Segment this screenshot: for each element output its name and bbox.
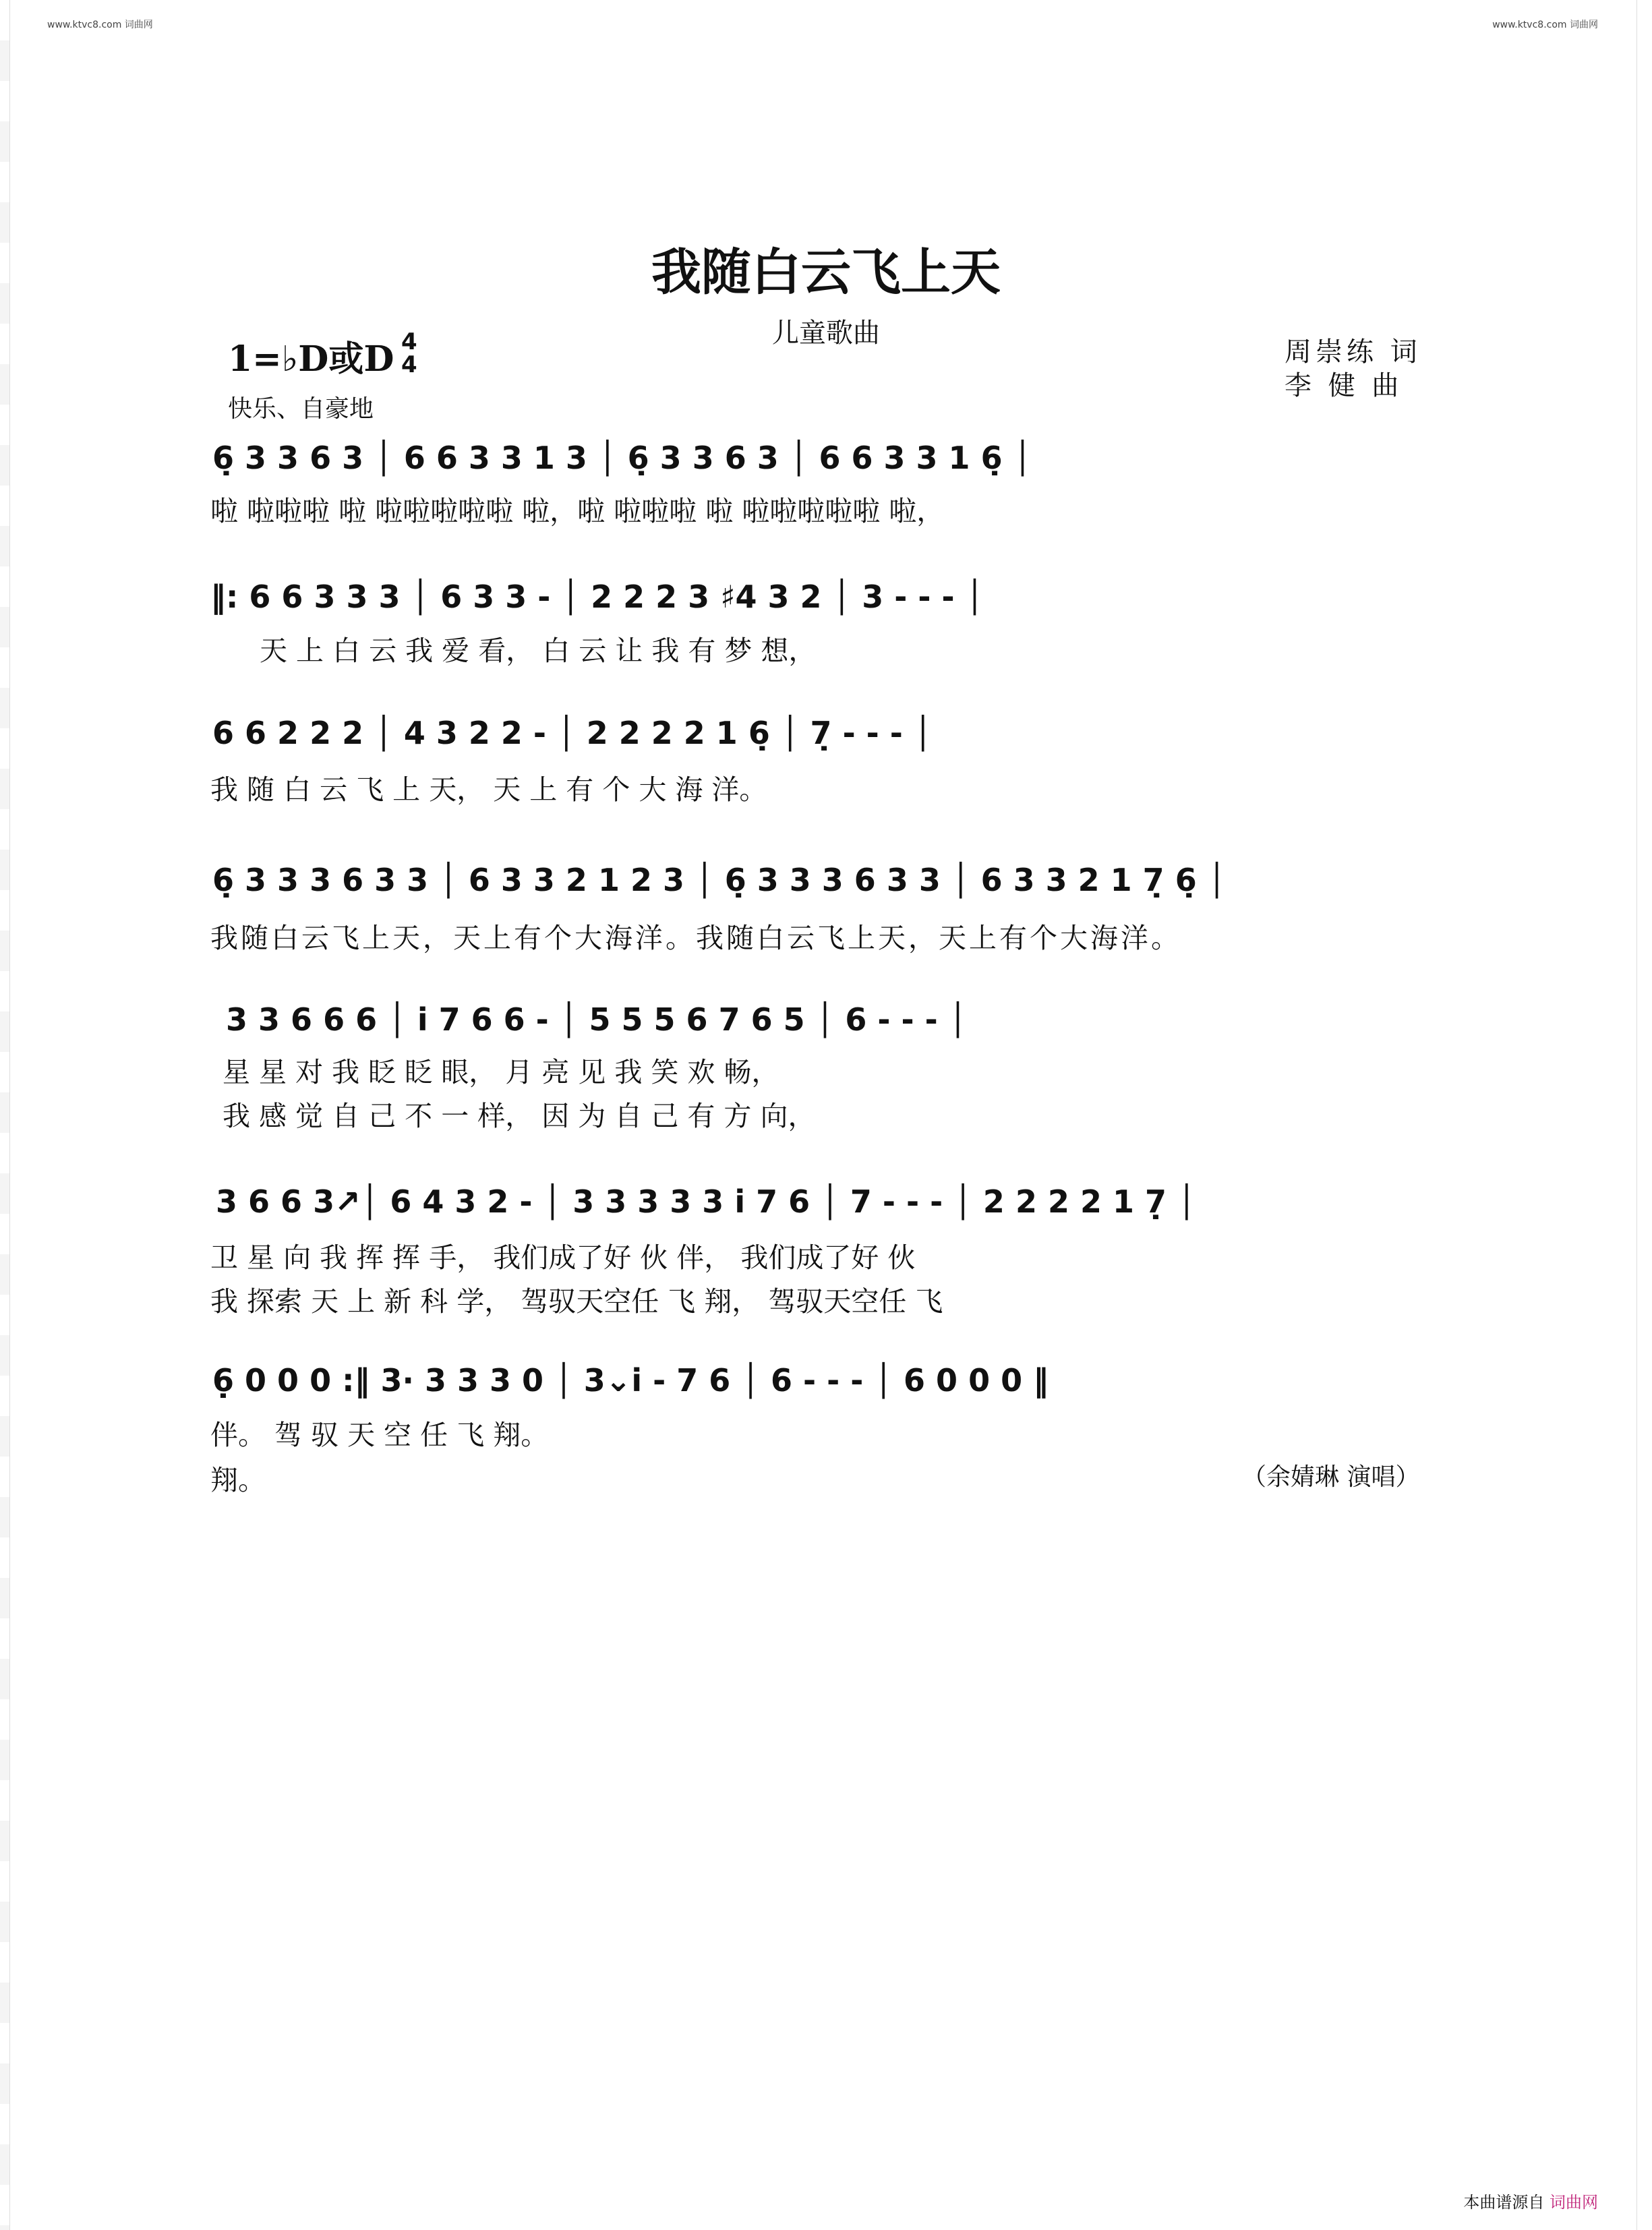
lyricist-credit: 周崇练 词 bbox=[1285, 336, 1421, 368]
lyric-line-verse-2: 我 探索 天 上 新 科 学， 驾驭天空任 飞 翔， 驾驭天空任 飞 bbox=[210, 1285, 943, 1318]
notation-line: 6̣ 3 3 6 3 │ 6 6 3 3 1 3 │ 6̣ 3 3 6 3 │ 6 6 3 3 1 6̣ │ bbox=[212, 440, 1032, 476]
lyric-line: 啦 啦啦啦 啦 啦啦啦啦啦 啦，啦 啦啦啦 啦 啦啦啦啦啦 啦， bbox=[210, 495, 945, 527]
lyric-line-verse-2: 翔。 bbox=[210, 1464, 266, 1496]
lyric-line-verse-1: 伴。 驾 驭 天 空 任 飞 翔。 bbox=[210, 1419, 549, 1451]
notation-line: 3 6 6 3↗│ 6 4 3 2 - │ 3 3 3 3 3 i 7 6 │ 7 - - - │ 2 2 2 2 1 7̣ │ bbox=[216, 1183, 1196, 1220]
composer-credit: 李 健 曲 bbox=[1285, 370, 1403, 401]
notation-line: 6̣ 3 3 3 6 3 3 │ 6 3 3 2 1 2 3 │ 6̣ 3 3 3 6 3 3 │ 6 3 3 2 1 7̣ 6̣ │ bbox=[212, 862, 1227, 898]
song-subtitle: 儿童歌曲 bbox=[772, 318, 880, 349]
notation-line: 3 3 6 6 6 │ i 7 6 6 - │ 5 5 5 6 7 6 5 │ 6 - - - │ bbox=[226, 1001, 968, 1038]
notation-line: ‖: 6 6 3 3 3 │ 6 3 3 - │ 2 2 2 3 ♯4 3 2 │ 3 - - - │ bbox=[210, 579, 984, 615]
footer-site-name: 词曲网 bbox=[1550, 2193, 1598, 2212]
lyric-line: 天 上 白 云 我 爱 看， 白 云 让 我 有 梦 想， bbox=[260, 635, 817, 667]
time-signature bbox=[401, 330, 417, 376]
lyric-line-verse-1: 星 星 对 我 眨 眨 眼， 月 亮 见 我 笑 欢 畅， bbox=[223, 1056, 779, 1088]
footer-source-text: 本曲谱源自 bbox=[1463, 2193, 1545, 2212]
singer-credit: （余婧琳 演唱） bbox=[1242, 1463, 1420, 1491]
tempo-marking: 快乐、自豪地 bbox=[228, 395, 374, 423]
lyric-line-verse-1: 卫 星 向 我 挥 挥 手， 我们成了好 伙 伴， 我们成了好 伙 bbox=[210, 1241, 916, 1274]
lyric-line: 我 随 白 云 飞 上 天， 天 上 有 个 大 海 洋。 bbox=[210, 773, 767, 806]
song-title: 我随白云飞上天 bbox=[651, 243, 1001, 301]
header-site-right: www.ktvc8.com 词曲网 bbox=[1492, 20, 1598, 30]
footer-source bbox=[1463, 2189, 1598, 2212]
lyric-line-verse-2: 我 感 觉 自 己 不 一 样， 因 为 自 己 有 方 向， bbox=[223, 1100, 816, 1132]
time-signature-bottom: 4 bbox=[401, 351, 417, 378]
notation-line: 6 6 2 2 2 │ 4 3 2 2 - │ 2 2 2 2 1 6̣ │ 7̣ - - - │ bbox=[212, 715, 933, 751]
header-site-left: www.ktvc8.com 词曲网 bbox=[47, 20, 153, 30]
notation-line: 6̣ 0 0 0 :‖ 3· 3 3 3 0 │ 3⌄i - 7 6 │ 6 - - - │ 6 0 0 0 ‖ bbox=[212, 1362, 1049, 1399]
time-signature-top: 4 bbox=[401, 328, 417, 355]
key-signature: 1=♭D或D bbox=[228, 339, 394, 380]
lyric-line: 我随白云飞上天，天上有个大海洋。我随白云飞上天，天上有个大海洋。 bbox=[210, 922, 1181, 954]
